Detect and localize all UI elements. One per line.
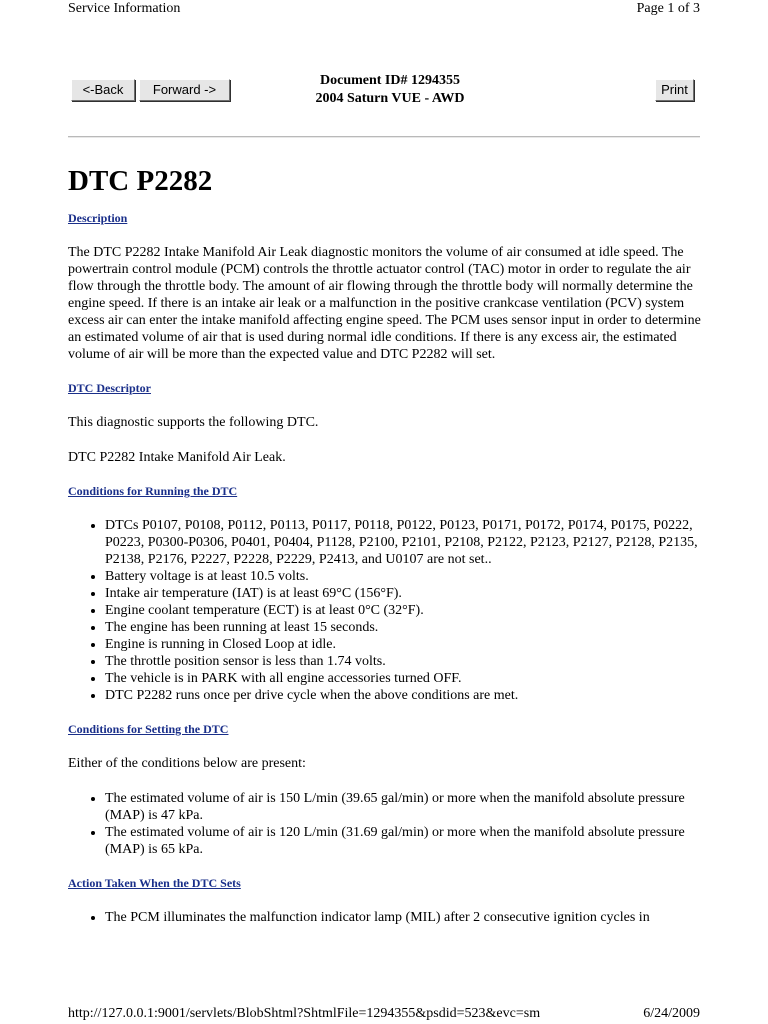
document-info [290, 72, 490, 108]
list-item: • Intake air temperature (IAT) is at least 69°C (156°F). [105, 585, 702, 602]
footer-date: 6/24/2009 [643, 1006, 700, 1021]
conditions-setting-list [68, 790, 702, 858]
action-taken-list [68, 909, 702, 926]
list-item: • Engine is running in Closed Loop at idle. [105, 636, 702, 653]
list-item: • Engine coolant temperature (ECT) is at least 0°C (32°F). [105, 602, 702, 619]
conditions-running-link[interactable]: Conditions for Running the DTC [68, 484, 238, 498]
conditions-setting-intro: Either of the conditions below are present: [68, 756, 306, 771]
back-button[interactable]: <-Back [71, 79, 135, 101]
list-item: • The vehicle is in PARK with all engine accessories turned OFF. [105, 670, 702, 687]
description-link[interactable]: Description [68, 211, 128, 225]
header-divider [68, 136, 700, 138]
action-taken-link[interactable]: Action Taken When the DTC Sets [68, 876, 241, 890]
list-item: • The engine has been running at least 15 seconds. [105, 619, 702, 636]
list-item: • Battery voltage is at least 10.5 volts. [105, 568, 702, 585]
list-item: • DTC P2282 runs once per drive cycle when the above conditions are met. [105, 687, 702, 704]
dtc-descriptor-code: DTC P2282 Intake Manifold Air Leak. [68, 450, 286, 465]
vehicle-name: 2004 Saturn VUE - AWD [315, 91, 465, 106]
print-button[interactable]: Print [655, 79, 694, 101]
list-item: • The estimated volume of air is 150 L/min (39.65 gal/min) or more when the manifold absolute pressure (MAP) is 47 kPa. [105, 790, 702, 824]
page-count: Page 1 of 3 [636, 1, 700, 16]
forward-button[interactable]: Forward -> [139, 79, 230, 101]
print-header-title: Service Information [68, 1, 181, 16]
list-item: • The throttle position sensor is less than 1.74 volts. [105, 653, 702, 670]
document-id: Document ID# 1294355 [320, 73, 460, 88]
description-text: The DTC P2282 Intake Manifold Air Leak diagnostic monitors the volume of air consumed at idle speed. The powertrain control module (PCM) controls the throttle actuator control (TAC) motor in order to regulate the air flow through the throttle body. The amount of air flowing through the throttle body will normally determine the engine speed. If there is an intake air leak or a malfunction in the positive crankcase ventilation (PCV) system excess air can enter the intake manifold affecting engine speed. The PCM uses sensor input in order to determine an estimated volume of air that is used during normal idle conditions. If there is any excess air, the estimated volume of air will be more than the expected value and DTC P2282 will set. [68, 245, 701, 362]
list-item: • DTCs P0107, P0108, P0112, P0113, P0117, P0118, P0122, P0123, P0171, P0172, P0174, P0175, P0222, P0223, P0300-P0306, P0401, P0404, P1128, P2100, P2101, P2108, P2122, P2123, P2127, P2128, P2135, P2138, P2176, P2227, P2228, P2229, P2413, and U0107 are not set.. [105, 517, 702, 568]
conditions-running-list [68, 517, 702, 704]
conditions-setting-link[interactable]: Conditions for Setting the DTC [68, 722, 229, 736]
list-item: • The estimated volume of air is 120 L/min (31.69 gal/min) or more when the manifold absolute pressure (MAP) is 65 kPa. [105, 824, 702, 858]
dtc-descriptor-link[interactable]: DTC Descriptor [68, 381, 151, 395]
page-title: DTC P2282 [68, 165, 213, 197]
list-item: • The PCM illuminates the malfunction indicator lamp (MIL) after 2 consecutive ignition cycles in [105, 909, 702, 926]
footer-url: http://127.0.0.1:9001/servlets/BlobShtml?ShtmlFile=1294355&psdid=523&evc=sm [68, 1006, 541, 1021]
main-content [68, 160, 702, 926]
dtc-descriptor-text: This diagnostic supports the following DTC. [68, 415, 319, 430]
